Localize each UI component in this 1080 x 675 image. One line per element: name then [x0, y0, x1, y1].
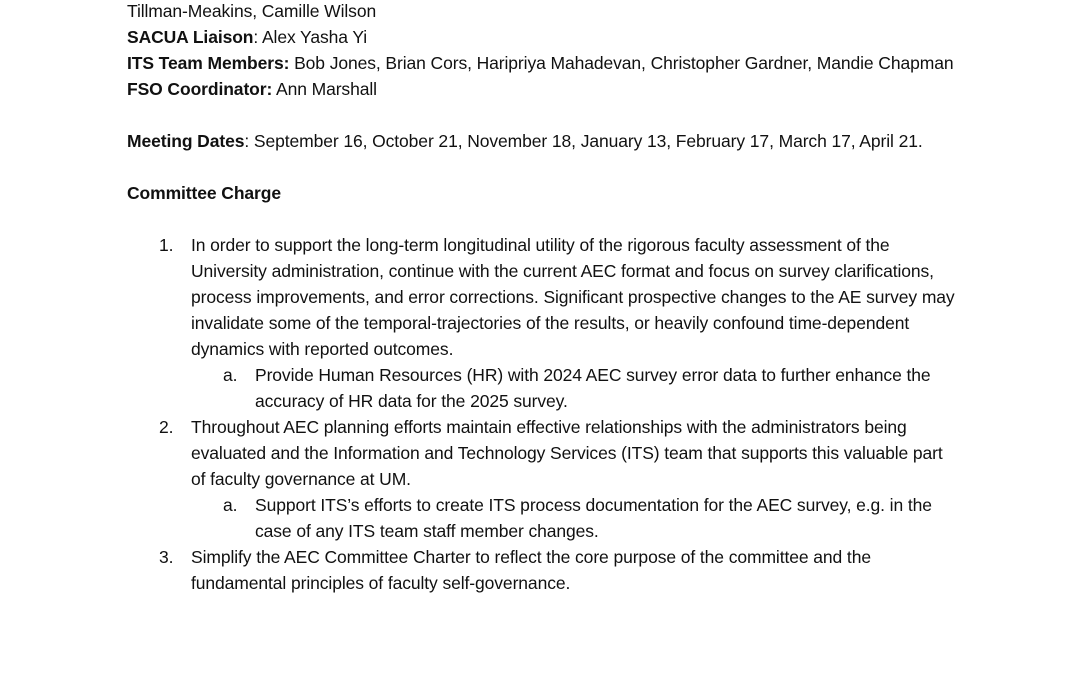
sacua-liaison-line: [127, 24, 957, 50]
fso-coordinator-line: [127, 76, 957, 102]
meeting-dates-value: : September 16, October 21, November 18, January 13, February 17, March 17, April 21.: [244, 131, 923, 151]
charge-item-number: 2.: [159, 417, 174, 437]
charge-subitem-text: Support ITS’s efforts to create ITS process documentation for the AEC survey, e.g. in the case of any ITS team staff member changes.: [255, 495, 932, 541]
charge-subitem-2a: [191, 492, 957, 544]
its-team-value: Bob Jones, Brian Cors, Haripriya Mahadevan, Christopher Gardner, Mandie Chapman: [289, 53, 954, 73]
its-team-line: [127, 50, 957, 76]
charge-sublist: [191, 492, 957, 544]
charge-item-text: Simplify the AEC Committee Charter to reflect the core purpose of the committee and the fundamental principles of faculty self-governance.: [191, 547, 871, 593]
meeting-dates-label: Meeting Dates: [127, 131, 245, 151]
charge-item-3: [127, 544, 957, 596]
sacua-liaison-label: SACUA Liaison: [127, 27, 254, 47]
sacua-liaison-value: : Alex Yasha Yi: [253, 27, 368, 47]
charge-list: [127, 232, 957, 596]
meeting-dates-line: [127, 128, 957, 154]
charge-subitem-letter: a.: [223, 495, 238, 515]
spacer: [127, 154, 957, 180]
fso-coordinator-label: FSO Coordinator:: [127, 79, 273, 99]
fso-coordinator-value: Ann Marshall: [272, 79, 377, 99]
charge-item-number: 3.: [159, 547, 174, 567]
charge-subitem-text: Provide Human Resources (HR) with 2024 AEC survey error data to further enhance the accuracy of HR data for the 2025 survey.: [255, 365, 931, 411]
members-continued: Tillman-Meakins, Camille Wilson: [127, 1, 377, 21]
its-team-label: ITS Team Members:: [127, 53, 290, 73]
charge-item-text: In order to support the long-term longitudinal utility of the rigorous faculty assessment of the University administration, continue with the current AEC format and focus on survey clarifications, process improvements, and error corrections. Significant prospective changes to the AE survey may invalidate some of the temporal-trajectories of the results, or heavily confound time-dependent dynamics with reported outcomes.: [191, 235, 955, 359]
charge-subitem-letter: a.: [223, 365, 238, 385]
charge-item-1: [127, 232, 957, 414]
committee-charge-heading: Committee Charge: [127, 183, 281, 203]
spacer: [127, 102, 957, 128]
charge-item-2: [127, 414, 957, 544]
charge-item-text: Throughout AEC planning efforts maintain effective relationships with the administrators being evaluated and the Information and Technology Services (ITS) team that supports this valuable part of faculty governance at UM.: [191, 417, 943, 489]
spacer: [127, 206, 957, 232]
charge-subitem-1a: [191, 362, 957, 414]
charge-sublist: [191, 362, 957, 414]
document-page: [127, 0, 957, 596]
charge-item-number: 1.: [159, 235, 174, 255]
